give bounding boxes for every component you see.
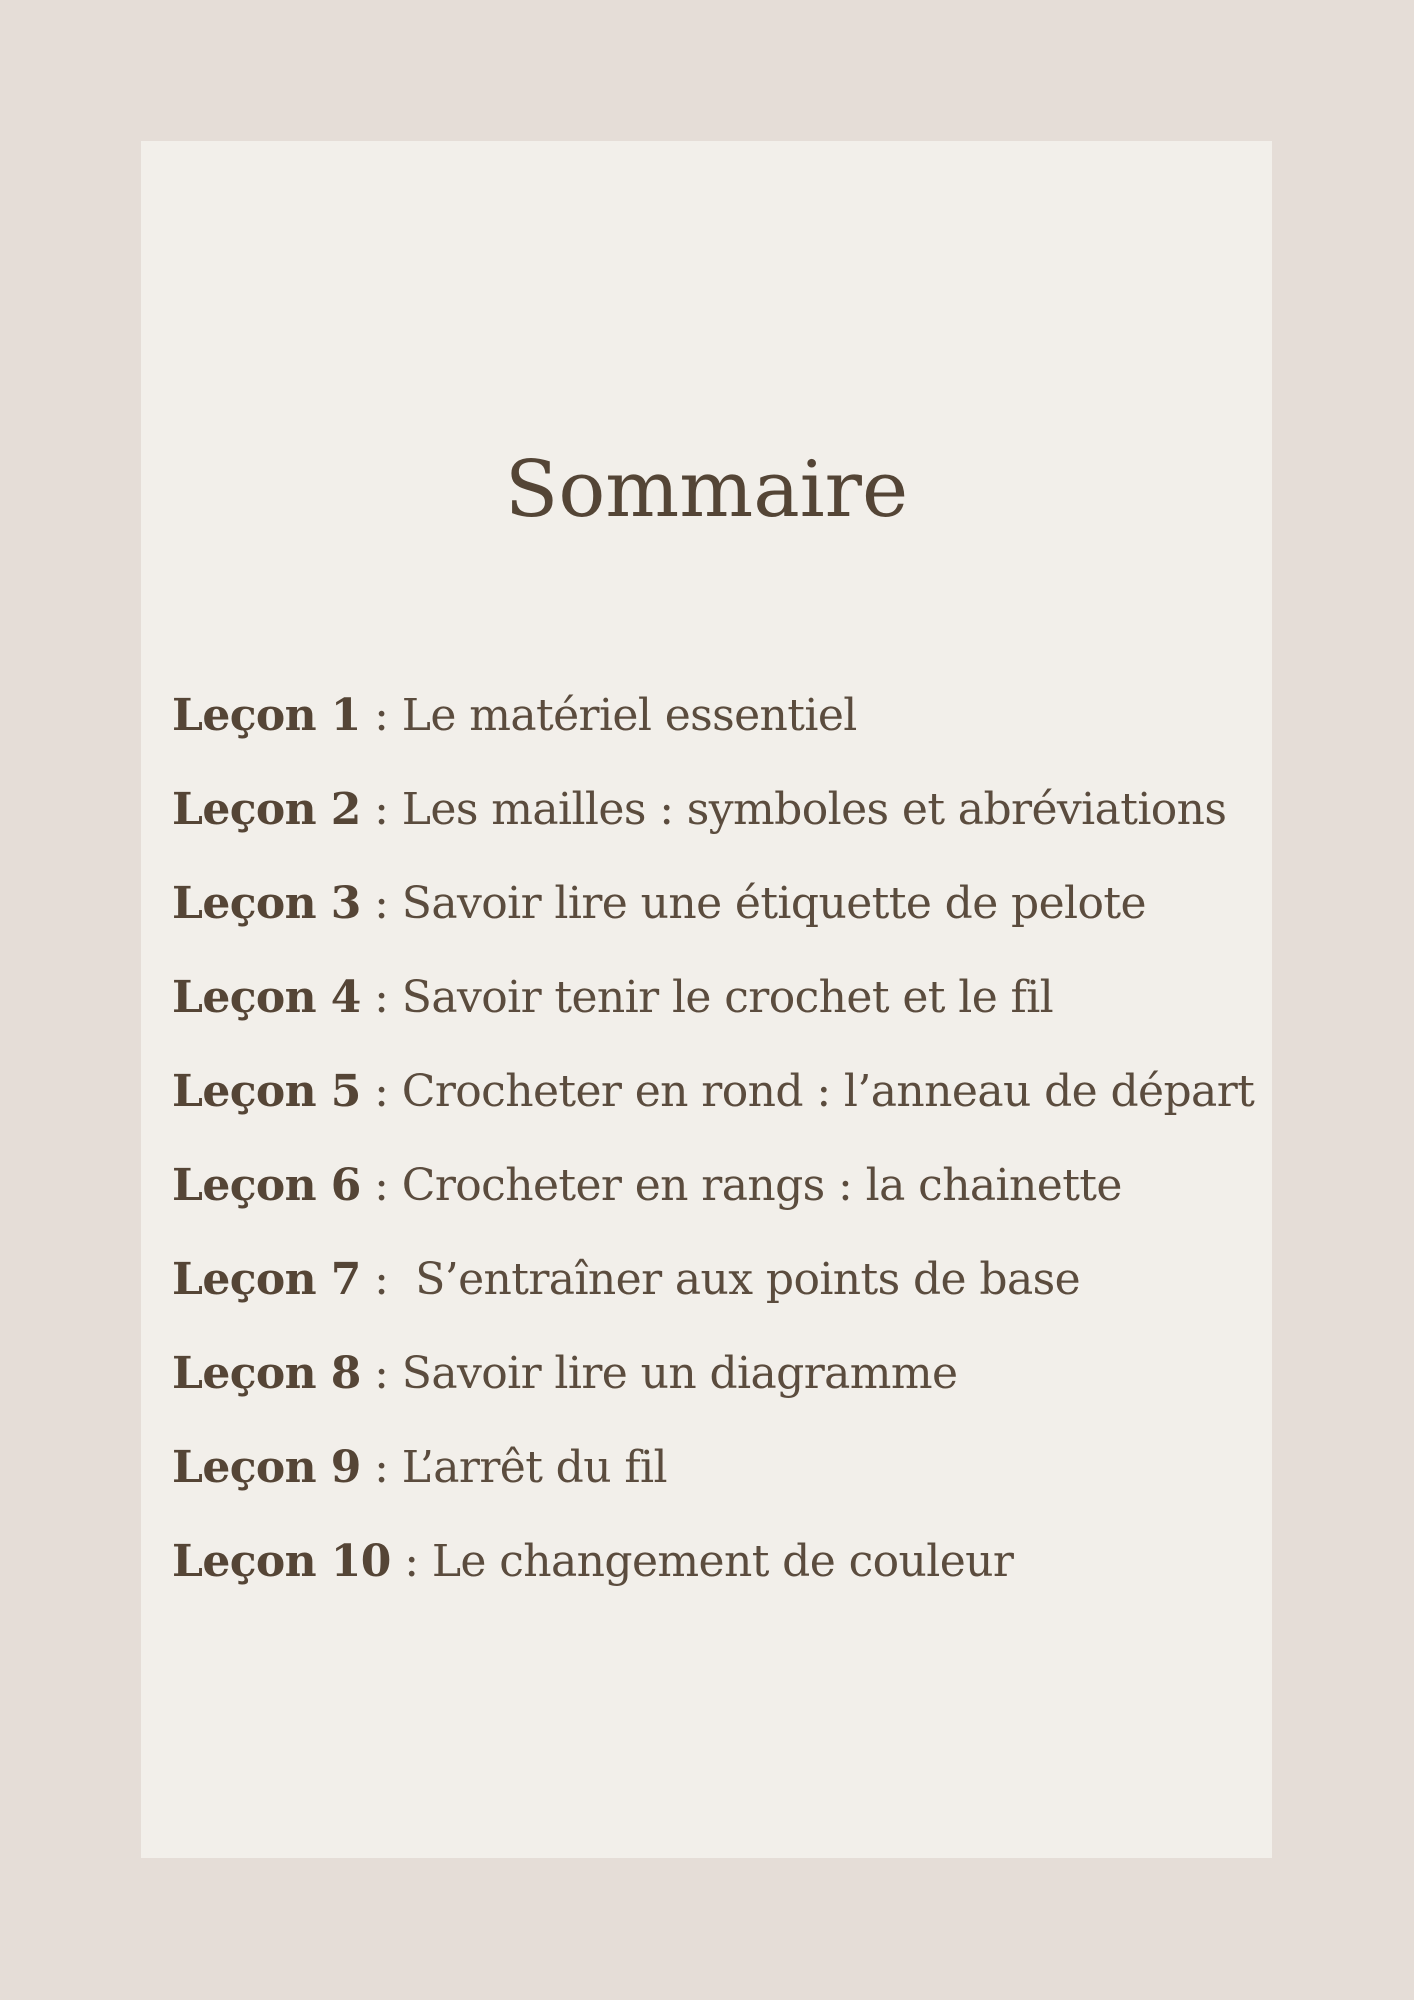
- lesson-separator: :: [390, 1536, 432, 1587]
- toc-item-lesson-7: [172, 1250, 1267, 1344]
- lesson-separator: :: [360, 1066, 402, 1117]
- page-title: Sommaire: [504, 445, 909, 535]
- lesson-number: Leçon 5: [172, 1066, 361, 1117]
- lesson-separator: :: [360, 784, 402, 835]
- lesson-number: Leçon 4: [172, 972, 361, 1023]
- lesson-number: Leçon 2: [172, 784, 361, 835]
- toc-item-lesson-1: [172, 686, 1267, 780]
- lesson-title: S’entraîner aux points de base: [415, 1254, 1081, 1305]
- lesson-title: Crocheter en rangs : la chainette: [401, 1160, 1122, 1211]
- lesson-separator: :: [360, 1348, 402, 1399]
- toc-item-lesson-10: [172, 1532, 1267, 1626]
- lesson-separator: :: [360, 690, 402, 741]
- lesson-title: Crocheter en rond : l’anneau de départ: [401, 1066, 1255, 1117]
- lesson-title: Les mailles : symboles et abréviations: [401, 784, 1227, 835]
- toc-item-lesson-6: [172, 1156, 1267, 1250]
- lesson-number: Leçon 1: [172, 690, 361, 741]
- lesson-separator: :: [360, 1160, 402, 1211]
- lesson-title: Savoir lire un diagramme: [401, 1348, 958, 1399]
- toc-item-lesson-4: [172, 968, 1267, 1062]
- lesson-number: Leçon 3: [172, 878, 361, 929]
- lesson-title: L’arrêt du fil: [401, 1442, 667, 1493]
- lesson-title: Le matériel essentiel: [401, 690, 857, 741]
- lesson-title: Savoir lire une étiquette de pelote: [401, 878, 1146, 929]
- table-of-contents: [172, 686, 1267, 1626]
- lesson-number: Leçon 8: [172, 1348, 361, 1399]
- toc-item-lesson-2: [172, 780, 1267, 874]
- lesson-separator: :: [360, 878, 402, 929]
- lesson-title: Savoir tenir le crochet et le fil: [401, 972, 1054, 1023]
- page-card: [141, 141, 1272, 1858]
- toc-item-lesson-5: [172, 1062, 1267, 1156]
- lesson-separator: :: [360, 972, 402, 1023]
- toc-item-lesson-9: [172, 1438, 1267, 1532]
- lesson-number: Leçon 7: [172, 1254, 361, 1305]
- toc-item-lesson-8: [172, 1344, 1267, 1438]
- lesson-title: Le changement de couleur: [431, 1536, 1014, 1587]
- lesson-separator: :: [360, 1442, 402, 1493]
- toc-item-lesson-3: [172, 874, 1267, 968]
- lesson-separator: :: [360, 1254, 416, 1305]
- lesson-number: Leçon 10: [172, 1536, 391, 1587]
- lesson-number: Leçon 9: [172, 1442, 361, 1493]
- lesson-number: Leçon 6: [172, 1160, 361, 1211]
